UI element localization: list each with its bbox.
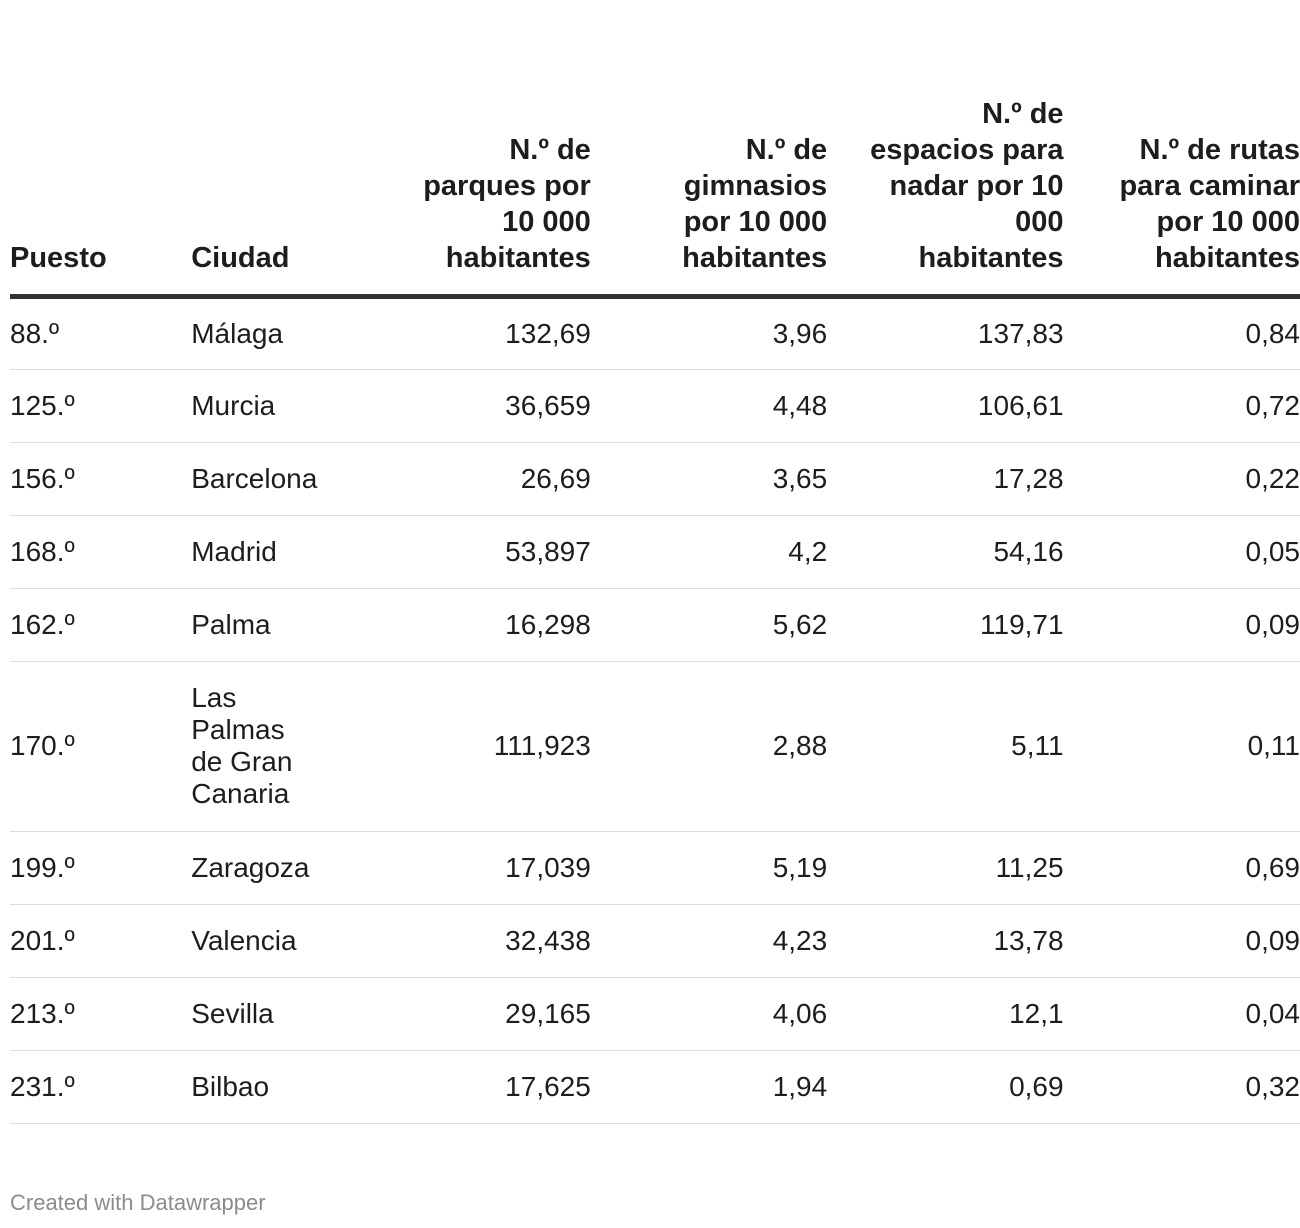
city-cell — [191, 977, 354, 1050]
table-row — [10, 977, 1300, 1050]
swimming-cell — [827, 442, 1063, 515]
city-cell — [191, 369, 354, 442]
parks-cell — [354, 588, 590, 661]
swimming-cell — [827, 515, 1063, 588]
gyms-cell — [591, 904, 827, 977]
swimming-cell-text: 54,16 — [993, 535, 1064, 567]
column-header-swimming[interactable]: N.º de espacios para nadar por 10 000 habitantes — [827, 0, 1063, 296]
parks-cell — [354, 515, 590, 588]
column-header-rank[interactable]: Puesto — [10, 0, 191, 296]
parks-cell — [354, 977, 590, 1050]
parks-cell-text: 17,039 — [505, 851, 591, 883]
city-cell — [191, 588, 354, 661]
gyms-cell — [591, 515, 827, 588]
column-header-walking-routes[interactable]: N.º de rutas para caminar por 10 000 habitantes — [1064, 0, 1300, 296]
city-cell-text: Murcia — [191, 389, 276, 421]
gyms-cell-text: 4,2 — [788, 535, 828, 567]
walking-routes-cell — [1064, 369, 1300, 442]
rank-cell-text: 168.º — [10, 535, 75, 567]
parks-cell-text: 53,897 — [505, 535, 591, 567]
gyms-cell-text: 3,96 — [772, 317, 828, 349]
rank-cell-text: 162.º — [10, 608, 75, 640]
gyms-cell-text: 1,94 — [772, 1070, 828, 1102]
swimming-cell-text: 13,78 — [993, 924, 1064, 956]
city-cell-text: Palma — [191, 608, 271, 640]
walking-routes-cell-text: 0,05 — [1245, 535, 1300, 567]
rank-cell — [10, 515, 191, 588]
gyms-cell-text: 5,19 — [772, 851, 828, 883]
gyms-cell — [591, 369, 827, 442]
rank-cell — [10, 831, 191, 904]
city-cell — [191, 904, 354, 977]
rank-cell — [10, 442, 191, 515]
rank-cell-text: 125.º — [10, 389, 75, 421]
swimming-cell — [827, 296, 1063, 369]
swimming-cell-text: 119,71 — [980, 608, 1064, 640]
gyms-cell-text: 3,65 — [772, 462, 828, 494]
table-row — [10, 369, 1300, 442]
swimming-cell-text: 0,69 — [1009, 1070, 1064, 1102]
parks-cell-text: 132,69 — [505, 317, 591, 349]
parks-cell — [354, 296, 590, 369]
parks-cell — [354, 1050, 590, 1123]
rank-cell — [10, 588, 191, 661]
walking-routes-cell — [1064, 977, 1300, 1050]
walking-routes-cell — [1064, 296, 1300, 369]
gyms-cell — [591, 831, 827, 904]
city-cell-text: Málaga — [191, 317, 284, 349]
city-cell-text: Zaragoza — [191, 851, 310, 883]
rank-cell-text: 156.º — [10, 462, 75, 494]
walking-routes-cell-text: 0,22 — [1245, 462, 1300, 494]
city-cell-text: Las Palmas de Gran Canaria — [191, 682, 293, 809]
column-header-parks[interactable]: N.º de parques por 10 000 habitantes — [354, 0, 590, 296]
city-cell — [191, 661, 354, 831]
swimming-cell — [827, 369, 1063, 442]
walking-routes-cell-text: 0,69 — [1245, 851, 1300, 883]
table-body — [10, 296, 1300, 1123]
walking-routes-cell — [1064, 1050, 1300, 1123]
parks-cell — [354, 904, 590, 977]
table-container[interactable] — [10, 0, 1300, 1150]
swimming-cell-text: 106,61 — [977, 389, 1064, 421]
city-cell-text: Barcelona — [191, 462, 318, 494]
walking-routes-cell-text: 0,09 — [1245, 608, 1300, 640]
data-table — [10, 0, 1300, 1124]
walking-routes-cell-text: 0,04 — [1245, 997, 1300, 1029]
table-row — [10, 296, 1300, 369]
column-header-city[interactable]: Ciudad — [191, 0, 354, 296]
walking-routes-cell-text: 0,32 — [1245, 1070, 1300, 1102]
walking-routes-cell — [1064, 515, 1300, 588]
gyms-cell — [591, 977, 827, 1050]
parks-cell-text: 111,923 — [493, 730, 591, 761]
gyms-cell-text: 4,48 — [772, 389, 828, 421]
city-cell — [191, 296, 354, 369]
rank-cell — [10, 904, 191, 977]
walking-routes-cell — [1064, 442, 1300, 515]
parks-cell — [354, 831, 590, 904]
swimming-cell-text: 12,1 — [1009, 997, 1064, 1029]
city-cell — [191, 1050, 354, 1123]
city-cell — [191, 442, 354, 515]
city-cell-text: Sevilla — [191, 997, 274, 1029]
rank-cell-text: 170.º — [10, 730, 75, 761]
table-row — [10, 661, 1300, 831]
table-header — [10, 0, 1300, 296]
rank-cell — [10, 977, 191, 1050]
gyms-cell-text: 4,06 — [772, 997, 828, 1029]
rank-cell — [10, 661, 191, 831]
walking-routes-cell-text: 0,11 — [1247, 730, 1300, 761]
swimming-cell-text: 11,25 — [995, 851, 1064, 883]
table-row — [10, 442, 1300, 515]
walking-routes-cell-text: 0,72 — [1245, 389, 1300, 421]
swimming-cell — [827, 661, 1063, 831]
swimming-cell — [827, 588, 1063, 661]
rank-cell-text: 213.º — [10, 997, 75, 1029]
gyms-cell-text: 2,88 — [772, 730, 828, 761]
gyms-cell — [591, 1050, 827, 1123]
walking-routes-cell — [1064, 661, 1300, 831]
swimming-cell — [827, 1050, 1063, 1123]
parks-cell — [354, 661, 590, 831]
gyms-cell-text: 4,23 — [772, 924, 828, 956]
swimming-cell-text: 17,28 — [993, 462, 1064, 494]
swimming-cell — [827, 904, 1063, 977]
rank-cell-text: 88.º — [10, 317, 60, 349]
city-cell — [191, 831, 354, 904]
walking-routes-cell-text: 0,84 — [1245, 317, 1300, 349]
table-row — [10, 588, 1300, 661]
swimming-cell — [827, 977, 1063, 1050]
rank-cell — [10, 369, 191, 442]
parks-cell-text: 29,165 — [505, 997, 591, 1029]
parks-cell — [354, 369, 590, 442]
rank-cell — [10, 1050, 191, 1123]
table-row — [10, 904, 1300, 977]
parks-cell-text: 26,69 — [520, 462, 591, 494]
walking-routes-cell-text: 0,09 — [1245, 924, 1300, 956]
column-header-gyms[interactable]: N.º de gimnasios por 10 000 habitantes — [591, 0, 827, 296]
gyms-cell — [591, 588, 827, 661]
datawrapper-credit[interactable]: Created with Datawrapper — [10, 1190, 266, 1215]
parks-cell-text: 32,438 — [505, 924, 591, 956]
parks-cell-text: 17,625 — [505, 1070, 591, 1102]
gyms-cell — [591, 296, 827, 369]
parks-cell — [354, 442, 590, 515]
table-row — [10, 1050, 1300, 1123]
parks-cell-text: 36,659 — [505, 389, 591, 421]
swimming-cell — [827, 831, 1063, 904]
city-cell-text: Madrid — [191, 535, 277, 567]
rank-cell-text: 199.º — [10, 851, 75, 883]
walking-routes-cell — [1064, 831, 1300, 904]
city-cell-text: Valencia — [191, 924, 297, 956]
gyms-cell — [591, 442, 827, 515]
swimming-cell-text: 5,11 — [1011, 730, 1064, 761]
swimming-cell-text: 137,83 — [977, 317, 1064, 349]
rank-cell-text: 201.º — [10, 924, 75, 956]
table-row — [10, 831, 1300, 904]
walking-routes-cell — [1064, 904, 1300, 977]
header-row — [10, 0, 1300, 296]
gyms-cell-text: 5,62 — [772, 608, 828, 640]
table-row — [10, 515, 1300, 588]
city-cell — [191, 515, 354, 588]
walking-routes-cell — [1064, 588, 1300, 661]
gyms-cell — [591, 661, 827, 831]
rank-cell-text: 231.º — [10, 1070, 75, 1102]
rank-cell — [10, 296, 191, 369]
parks-cell-text: 16,298 — [505, 608, 591, 640]
city-cell-text: Bilbao — [191, 1070, 270, 1102]
